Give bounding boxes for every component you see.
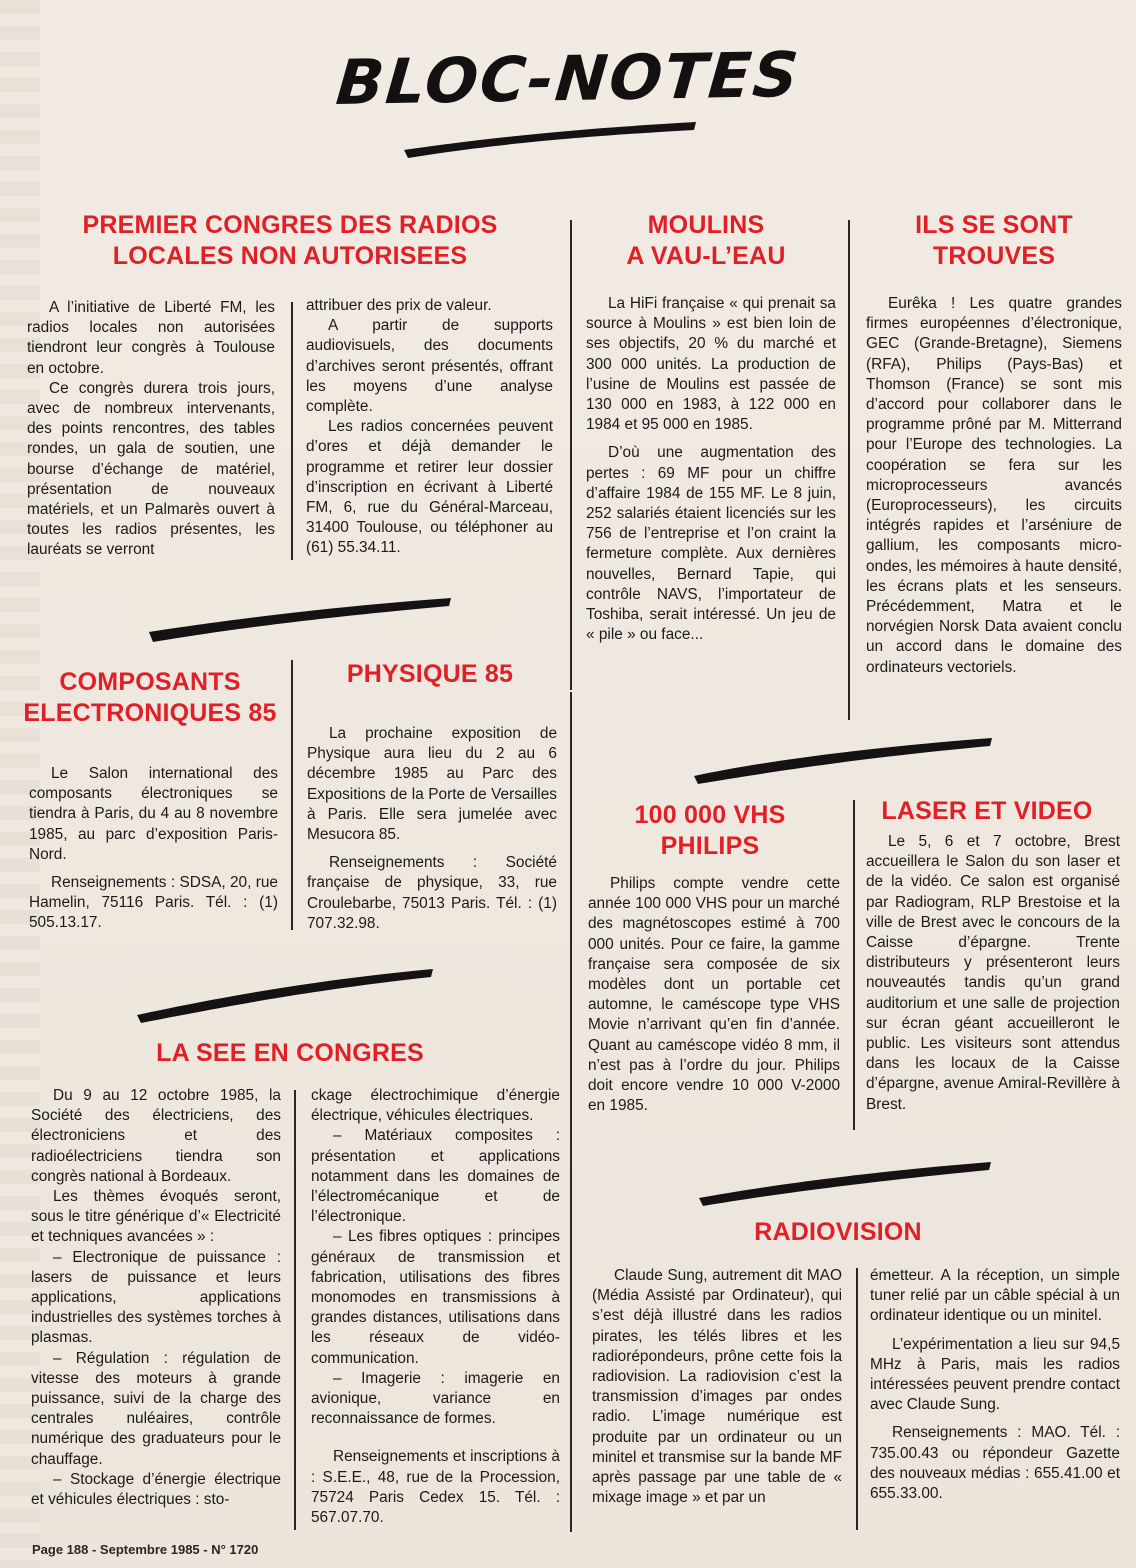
article-trouves [866,294,1122,678]
column-rule [848,220,850,720]
article-vhs [588,874,840,1116]
article-physique [307,724,557,934]
paragraph: – Electronique de puissance : lasers de puissance et leurs applications, applications industrielles des systèmes torches à plasmas. [31,1248,281,1347]
paragraph: – Régulation : régulation de vitesse des moteurs à grande puissance, suivi de la charge des centrales nuléaires, contrôle numérique des graduateurs pour le chauffage. [31,1349,281,1468]
paragraph: A partir de supports audiovisuels, des documents d’archives seront présentés, offrant les moyens d’une analyse complète. [306,317,553,416]
paragraph: La HiFi française « qui prenait sa source à Moulins » est bien loin de ses objectifs, 20 % du marché et 300 000 unités. La production de l’usine de Moulins est passée de 130 000 en 1983, à 122 000 en 1984 et 95 000 en 1985. [586,295,836,434]
page-footer: Page 188 - Septembre 1985 - N° 1720 [32,1542,259,1557]
headline-trouves: ILS SE SONT TROUVES [915,211,1073,270]
headline-radiovision: RADIOVISION [754,1218,922,1246]
paragraph: Le Salon international des composants électroniques se tiendra à Paris, du 4 au 8 novembre 1985, au parc d’exposition Paris-Nord. [29,765,278,863]
brush-stroke-divider [400,116,700,160]
headline-laser: LASER ET VIDEO [881,797,1093,825]
paragraph: Claude Sung, autrement dit MAO (Média Assisté par Ordinateur), qui s’est déjà illustré dans les radios pirates, les télés libres et les radiorépondeurs, prône cette fois la radiovision. La radiovision c’est la transmission d’images par ondes radio. L’image numérique est produite par un ordinateur ou un minitel et transmise sur la bande MF après passage par une table de « mixage image » et par un [592,1267,842,1507]
column-rule [294,1090,296,1530]
headline-physique: PHYSIQUE 85 [346,660,514,688]
paragraph: Ce congrès durera trois jours, avec de nombreux intervenants, des points rencontres, des tables rondes, un gala de soutien, une bourse d’échange de matériel, présentation de nouveaux matériels, et un Palmarès ouvert à toutes les radios présentes, les lauréats se verront [27,379,275,559]
headline-moulins: MOULINS A VAU-L’EAU [626,211,786,270]
article-moulins [586,294,836,645]
paragraph: Le 5, 6 et 7 octobre, Brest accueillera le Salon du son laser et de la vidéo. Ce salon est organisé par Radiogram, RLP Brestoise et la ville de Brest avec le concours de la Caisse d’épargne. Trente distributeurs y présenteront leurs nouveautés tandis qu’un grand auditorium et une salle de projection sur écran géant accueilleront le public. Les visiteurs sont attendus dans les locaux de la Caisse d’épargne, avenue Amiral-Revillère à Brest. [866,833,1120,1113]
paragraph: attribuer des prix de valeur. [306,297,492,314]
paragraph: A l’initiative de Liberté FM, les radios locales non autorisées tiendront leur congrès à Toulouse en octobre. [27,299,275,377]
brush-stroke-divider [145,592,455,644]
paragraph: Renseignements : Société française de physique, 33, rue Croulebarbe, 75013 Paris. Tél. : (1) 707.32.98. [307,854,557,932]
paragraph: – Imagerie : imagerie en avionique, variance en reconnaissance de formes. [311,1369,560,1428]
brush-stroke-divider [695,1156,995,1208]
paragraph: Du 9 au 12 octobre 1985, la Société des électriciens, des électroniciens et des radioélectriciens tiendra son congrès national à Bordeaux. [31,1087,281,1185]
paragraph: Philips compte vendre cette année 100 000 VHS pour un marché des magnétoscopes estimé à 700 000 unités. Pour ce faire, la gamme française sera composée de six modèles dont un portable cet automne, le caméscope type VHS Movie n’arrivant qu’en fin d’année. Quant au caméscope vidéo 8 mm, il n’est pas à l’ordre du jour. Philips doit encore vendre 10 000 V-2000 en 1985. [588,875,840,1115]
article-radios-col2 [306,296,553,559]
masthead-title: BLOC-NOTES [333,37,803,120]
headline-see: LA SEE EN CONGRES [156,1039,424,1067]
paragraph: Les radios concernées peuvent d’ores et déjà demander le programme et retirer leur dossier d’inscription en écrivant à Liberté FM, 6, rue du Général-Marceau, 31400 Toulouse, ou téléphoner au (61) 55.34.11. [306,418,553,557]
column-rule [291,302,293,560]
paragraph: – Les fibres optiques : principes généraux de transmission et fabrication, utilisations des fibres monomodes en transmissions à grandes distances, utilisations dans les réseaux de vidéo-communication. [311,1228,560,1367]
headline-radios: PREMIER CONGRES DES RADIOS LOCALES NON AUTORISEES [82,211,498,270]
paragraph: ckage électrochimique d’énergie électrique, véhicules électriques. [311,1087,560,1125]
paragraph: L’expérimentation a lieu sur 94,5 MHz à Paris, mais les radios intéressées peuvent prendre contact avec Claude Sung. [870,1335,1120,1414]
masthead [0,37,1136,120]
column-rule [853,800,855,1130]
article-radiovision-col1 [592,1266,842,1508]
brush-stroke-divider [133,963,438,1025]
headline-composants: COMPOSANTS ELECTRONIQUES 85 [23,668,277,727]
paragraph: La prochaine exposition de Physique aura lieu du 2 au 6 décembre 1985 au Parc des Expositions de la Porte de Versailles à Paris. Elle sera jumelée avec Mesucora 85. [307,725,557,844]
column-rule [570,220,572,690]
paragraph: Renseignements et inscriptions à : S.E.E., 48, rue de la Procession, 75724 Paris Cedex 15. Tél. : 567.07.70. [311,1448,560,1527]
article-see-col2 [311,1086,560,1528]
paragraph: D’où une augmentation des pertes : 69 MF pour un chiffre d’affaire 1984 de 155 MF. Le 8 juin, 252 salariés étaient licenciés sur les 756 de l’entreprise et l’on craint la fermeture complète. Aux dernières nouvelles, Bernard Tapie, qui contrôle NAVS, l’importateur de Toshiba, serait intéressé. Un jeu de « pile » ou face... [586,444,836,644]
article-laser [866,832,1120,1115]
article-composants [29,764,278,934]
paragraph: Les thèmes évoqués seront, sous le titre générique d’« Electricité et techniques avancées » : [31,1188,281,1246]
article-radiovision-col2 [870,1266,1120,1504]
headline-vhs: 100 000 VHS PHILIPS [634,801,786,860]
paragraph: Renseignements : SDSA, 20, rue Hamelin, 75116 Paris. Tél. : (1) 505.13.17. [29,874,278,932]
article-radios-col1 [27,298,275,561]
paragraph: Eurêka ! Les quatre grandes firmes européennes d’électronique, GEC (Grande-Bretagne), Siemens (RFA), Philips (Pays-Bas) et Thomson (France) se sont mis d’accord pour collaborer dans le programme prôné par M. Mitterrand pour l’Europe des technologies. La coopération se fera sur les microprocesseurs avancés (Europrocesseurs), les circuits intégrés rapides et l’arséniure de gallium, les composants micro-ondes, les mémoires à haute densité, les écrans plats et les senseurs. Précédemment, Matra et le norvégien Norsk Data avaient conclu un accord dans le domaine des ordinateurs vectoriels. [866,295,1122,676]
column-rule [856,1268,858,1530]
paragraph: – Stockage d’énergie électrique et véhicules électriques : sto- [31,1470,281,1509]
paragraph: – Matériaux composites : présentation et applications notamment dans les domaines de l’électromécanique et de l’électronique. [311,1127,560,1226]
article-see-col1 [31,1086,281,1510]
column-rule [570,692,572,1532]
paragraph: Renseignements : MAO. Tél. : 735.00.43 ou répondeur Gazette des nouveaux médias : 655.41.00 et 655.33.00. [870,1424,1120,1503]
column-rule [291,660,293,930]
brush-stroke-divider [690,732,996,786]
paragraph: émetteur. A la réception, un simple tuner relié par un câble spécial à un ordinateur identique ou un minitel. [870,1267,1120,1325]
